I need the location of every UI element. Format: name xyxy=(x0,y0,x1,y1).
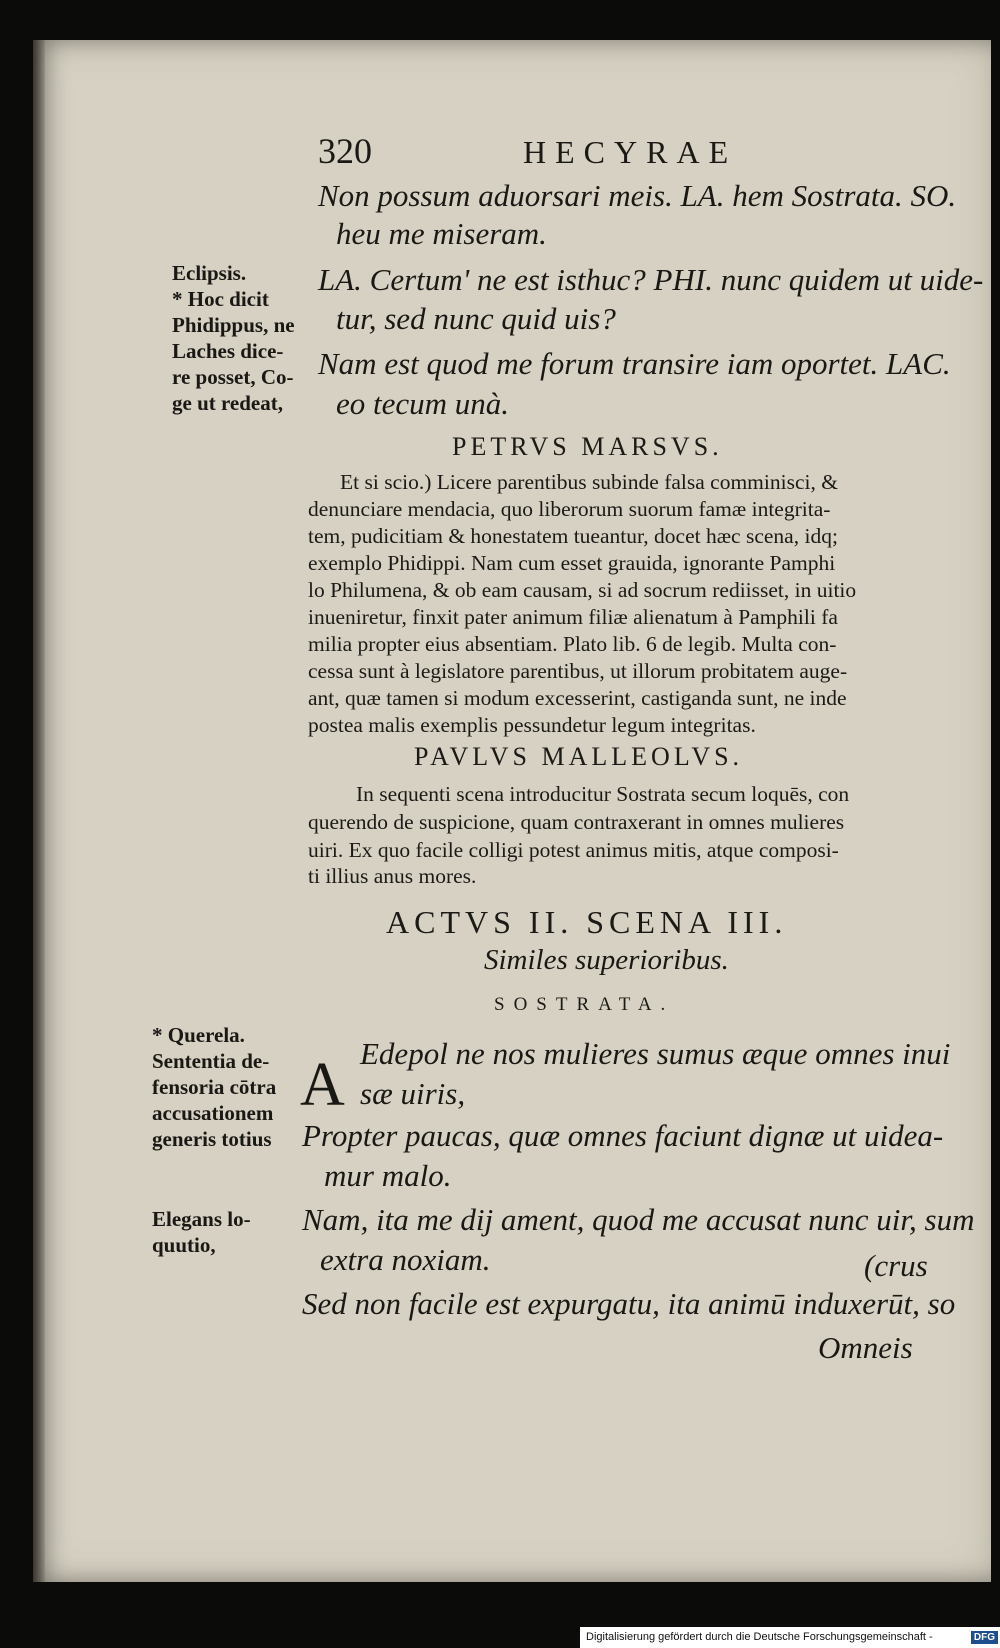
commentary-line: lo Philumena, & ob eam causam, si ad socrum rediisset, in uitio xyxy=(308,578,857,602)
marginal-line: Sententia de- xyxy=(152,1049,270,1073)
verse-line: Non possum aduorsari meis. LA. hem Sostrata. SO. xyxy=(318,178,957,213)
verse-line: Edepol ne nos mulieres sumus æque omnes inui xyxy=(360,1036,951,1071)
commentary-line: uiri. Ex quo facile colligi potest animus mitis, atque composi- xyxy=(308,838,839,862)
commentary-line: milia propter eius absentiam. Plato lib. 6 de legib. Multa con- xyxy=(308,632,837,656)
verse-line: tur, sed nunc quid uis? xyxy=(336,301,616,336)
commentary-line: cessa sunt à legislatore parentibus, ut illorum probitatem auge- xyxy=(308,659,848,683)
commentary-line: Et si scio.) Licere parentibus subinde falsa comminisci, & xyxy=(340,470,838,494)
verse-line: sæ uiris, xyxy=(360,1076,466,1111)
commentary-line: ti illius anus mores. xyxy=(308,864,477,888)
marginal-line: * Hoc dicit xyxy=(172,287,269,311)
marginal-line: Phidippus, ne xyxy=(172,313,295,337)
act-scene-title: ACTVS II. SCENA III. xyxy=(386,904,788,940)
digitization-footer xyxy=(580,1627,1000,1648)
marginal-note-top xyxy=(172,260,295,416)
verse-line: Sed non facile est expurgatu, ita animū induxerūt, so xyxy=(302,1286,956,1321)
commentary-line: denunciare mendacia, quo liberorum suorum famæ integrita- xyxy=(308,497,831,521)
verse-line: eo tecum unà. xyxy=(336,386,510,421)
marginal-note-mid xyxy=(152,1022,276,1152)
marginal-line: generis totius xyxy=(152,1127,272,1151)
commentary-line: exemplo Phidippi. Nam cum esset grauida, ignorante Pamphi xyxy=(308,551,836,575)
marginal-line: re posset, Co- xyxy=(172,365,294,389)
verse-line: (crus xyxy=(864,1248,928,1283)
marginal-line: accusationem xyxy=(152,1101,274,1125)
speaker-name: SOSTRATA. xyxy=(494,994,675,1015)
commentary-line: tem, pudicitiam & honestatem tueantur, docet hæc scena, idq; xyxy=(308,524,838,548)
page-number: 320 xyxy=(318,131,372,171)
verse-line: Nam est quod me forum transire iam oportet. LAC. xyxy=(318,346,951,381)
commentary-line: inueniretur, finxit pater animum filiæ alienatum à Pamphili fa xyxy=(308,605,838,629)
verse-line: mur malo. xyxy=(324,1158,452,1193)
commentary-line: ant, quæ tamen si modum excesserint, castiganda sunt, ne inde xyxy=(308,686,847,710)
commentary-line: querendo de suspicione, quam contraxerant in omnes mulieres xyxy=(308,810,845,834)
marginal-line: * Querela. xyxy=(152,1023,245,1047)
page-gutter-shadow xyxy=(33,40,45,1582)
verse-line: LA. Certum' ne est isthuc? PHI. nunc quidem ut uide- xyxy=(318,262,984,297)
marginal-line: quutio, xyxy=(152,1233,216,1257)
marginal-line: Eclipsis. xyxy=(172,261,247,285)
verse-line: Nam, ita me dij ament, quod me accusat nunc uir, sum xyxy=(302,1202,975,1237)
scene-subtitle: Similes superioribus. xyxy=(484,944,729,976)
verse-line: Propter paucas, quæ omnes faciunt dignæ ut uidea- xyxy=(302,1118,944,1153)
commentary-heading-petrus: PETRVS MARSVS. xyxy=(452,432,723,461)
marginal-line: ge ut redeat, xyxy=(172,391,283,415)
running-title: HECYRAE xyxy=(523,134,738,170)
marginal-line: Laches dice- xyxy=(172,339,284,363)
marginal-line: Elegans lo- xyxy=(152,1207,251,1231)
commentary-heading-paulus: PAVLVS MALLEOLVS. xyxy=(414,742,744,771)
verse-line: extra noxiam. xyxy=(320,1242,491,1277)
marginal-line: fensoria cōtra xyxy=(152,1075,277,1099)
commentary-line: postea malis exemplis pessundetur legum integritas. xyxy=(308,713,756,737)
verse-line: heu me miseram. xyxy=(336,216,547,251)
verse-catchword: Omneis xyxy=(818,1330,913,1365)
marginal-note-low xyxy=(152,1206,251,1258)
dfg-logo: DFG xyxy=(971,1631,998,1644)
drop-cap: A xyxy=(300,1051,345,1119)
footer-text: Digitalisierung gefördert durch die Deutsche Forschungsgemeinschaft - xyxy=(586,1631,933,1643)
commentary-line: In sequenti scena introducitur Sostrata secum loquēs, con xyxy=(356,782,850,806)
